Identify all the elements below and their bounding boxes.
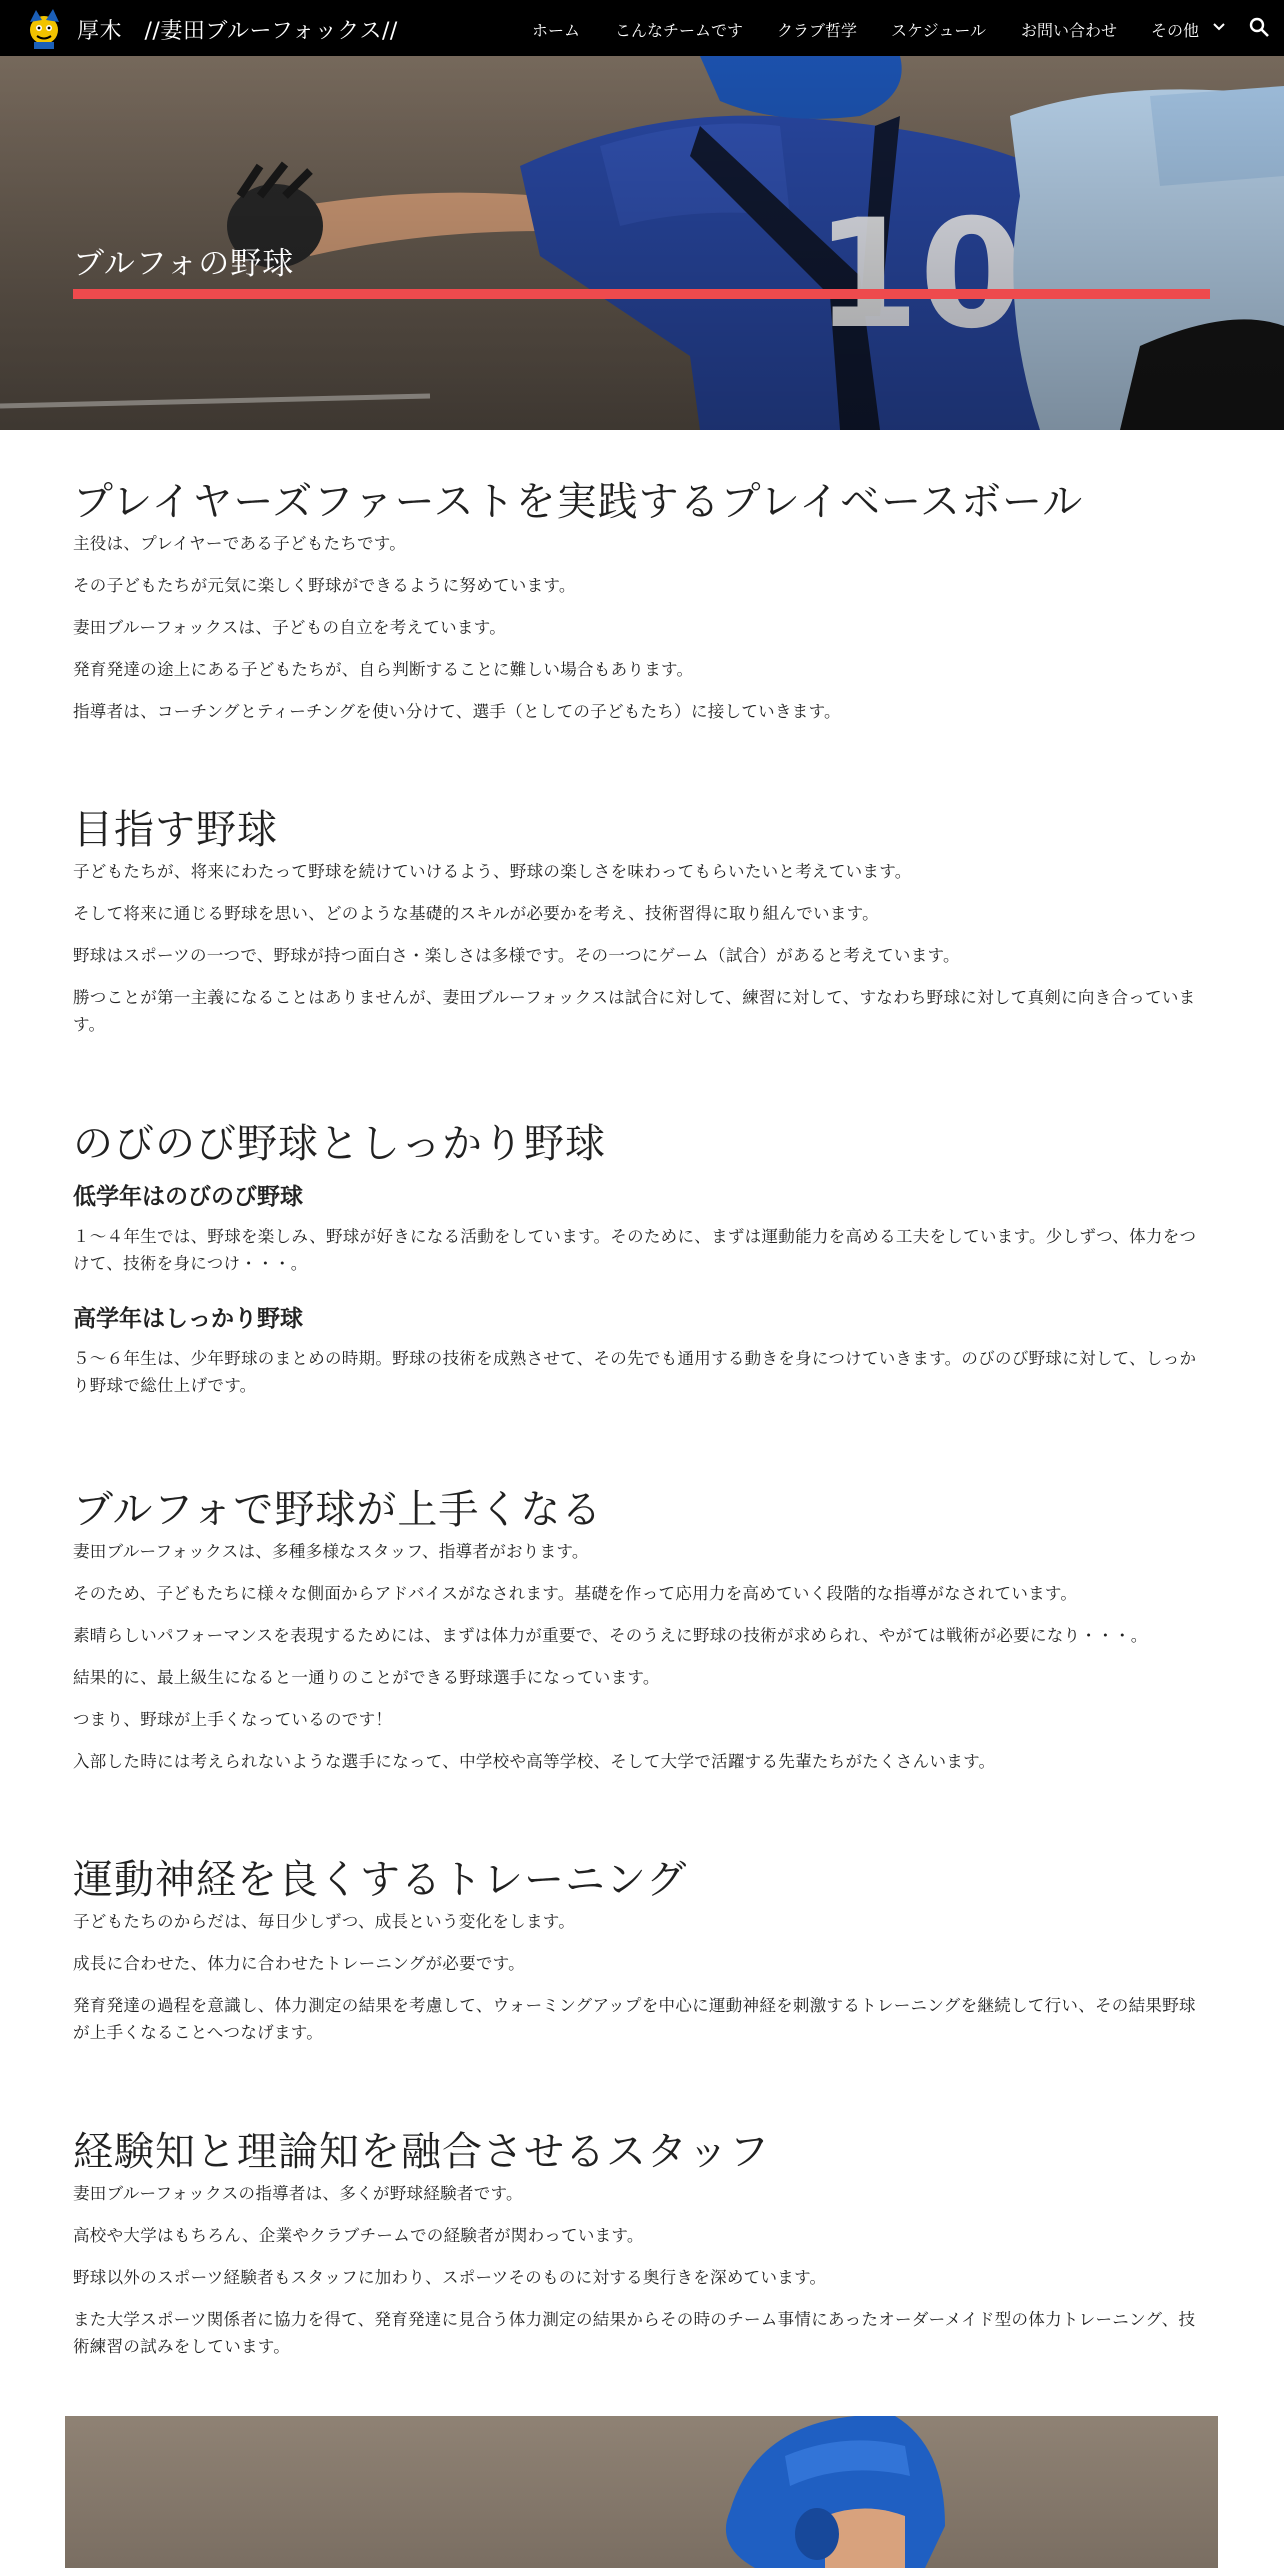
paragraph: 指導者は、コーチングとティーチングを使い分けて、選手（としての子どもたち）に接していきます。 xyxy=(73,702,841,721)
nav-more[interactable]: その他 xyxy=(1151,21,1200,40)
paragraph: 妻田ブルーフォックスは、多種多様なスタッフ、指導者がおります。 xyxy=(73,1542,589,1561)
section-heading: プレイヤーズファーストを実践するプレイベースボール xyxy=(73,479,1084,525)
paragraph: また大学スポーツ関係者に協力を得て、発育発達に見合う体力測定の結果からその時のチーム事情にあったオーダーメイド型の体力トレーニング、技術練習の試みをしています。 xyxy=(73,2310,1196,2356)
paragraph: 妻田ブルーフォックスは、子どもの自立を考えています。 xyxy=(73,618,507,637)
section-heading: のびのび野球としっかり野球 xyxy=(73,1121,606,1167)
paragraph: 発育発達の過程を意識し、体力測定の結果を考慮して、ウォーミングアップを中心に運動神経を刺激するトレーニングを継続して行い、その結果野球が上手くなることへつなげます。 xyxy=(73,1996,1196,2042)
subheading-upper-grades: 高学年はしっかり野球 xyxy=(73,1306,303,1332)
team-logo[interactable] xyxy=(22,6,66,50)
batter-photo xyxy=(65,2416,1218,2568)
hero-banner xyxy=(0,56,1284,430)
bottom-photo xyxy=(65,2416,1218,2568)
paragraph: １〜４年生では、野球を楽しみ、野球が好きになる活動をしています。そのために、まずは運動能力を高める工夫をしています。少しずつ、体力をつけて、技術を身につけ・・・。 xyxy=(73,1227,1197,1273)
paragraph: 結果的に、最上級生になると一通りのことができる野球選手になっています。 xyxy=(73,1668,660,1687)
section-heading: 経験知と理論知を融合させるスタッフ xyxy=(73,2129,770,2175)
paragraph: 素晴らしいパフォーマンスを表現するためには、まずは体力が重要で、そのうえに野球の技術が求められ、やがては戦術が必要になり・・・。 xyxy=(73,1626,1148,1645)
paragraph: 妻田ブルーフォックスの指導者は、多くが野球経験者です。 xyxy=(73,2184,523,2203)
nav-about-team[interactable]: こんなチームです xyxy=(615,21,744,40)
section-heading: 目指す野球 xyxy=(73,807,278,853)
section-heading: 運動神経を良くするトレーニング xyxy=(73,1857,688,1903)
top-navigation-bar xyxy=(0,0,1284,56)
paragraph: 野球はスポーツの一つで、野球が持つ面白さ・楽しさは多様です。その一つにゲーム（試合）があると考えています。 xyxy=(73,946,960,965)
paragraph: 勝つことが第一主義になることはありませんが、妻田ブルーフォックスは試合に対して、練習に対して、すなわち野球に対して真剣に向き合っています。 xyxy=(73,988,1196,1034)
nav-schedule[interactable]: スケジュール xyxy=(891,21,987,40)
paragraph: 発育発達の途上にある子どもたちが、自ら判断することに難しい場合もあります。 xyxy=(73,660,694,679)
paragraph: つまり、野球が上手くなっているのです！ xyxy=(73,1710,393,1729)
search-icon[interactable] xyxy=(1248,16,1270,38)
subheading-lower-grades: 低学年はのびのび野球 xyxy=(73,1184,303,1210)
nav-contact[interactable]: お問い合わせ xyxy=(1021,21,1118,40)
nav-club-philosophy[interactable]: クラブ哲学 xyxy=(777,21,858,40)
title-underline xyxy=(73,289,1210,299)
paragraph: そして将来に通じる野球を思い、どのような基礎的スキルが必要かを考え、技術習得に取り組んでいます。 xyxy=(73,904,879,923)
paragraph: その子どもたちが元気に楽しく野球ができるように努めています。 xyxy=(73,576,576,595)
chevron-down-icon[interactable] xyxy=(1212,22,1226,32)
paragraph: 高校や大学はもちろん、企業やクラブチームでの経験者が関わっています。 xyxy=(73,2226,644,2245)
paragraph: 野球以外のスポーツ経験者もスタッフに加わり、スポーツそのものに対する奥行きを深めています。 xyxy=(73,2268,827,2287)
page-title: ブルフォの野球 xyxy=(73,246,295,282)
paragraph: 子どもたちが、将来にわたって野球を続けていけるよう、野球の楽しさを味わってもらいたいと考えています。 xyxy=(73,862,912,881)
paragraph: 主役は、プレイヤーである子どもたちです。 xyxy=(73,534,407,553)
nav-home[interactable]: ホーム xyxy=(532,21,581,40)
site-title[interactable]: 厚木 //妻田ブルーフォックス// xyxy=(77,19,398,44)
paragraph: ５〜６年生は、少年野球のまとめの時期。野球の技術を成熟させて、その先でも通用する動きを身につけていきます。のびのび野球に対して、しっかり野球で総仕上げです。 xyxy=(73,1349,1197,1395)
section-heading: ブルフォで野球が上手くなる xyxy=(73,1487,603,1533)
paragraph: 子どもたちのからだは、毎日少しずつ、成長という変化をします。 xyxy=(73,1912,576,1931)
paragraph: 成長に合わせた、体力に合わせたトレーニングが必要です。 xyxy=(73,1954,525,1973)
paragraph: 入部した時には考えられないような選手になって、中学校や高等学校、そして大学で活躍する先輩たちがたくさんいます。 xyxy=(73,1752,996,1771)
paragraph: そのため、子どもたちに様々な側面からアドバイスがなされます。基礎を作って応用力を高めていく段階的な指導がなされています。 xyxy=(73,1584,1078,1603)
